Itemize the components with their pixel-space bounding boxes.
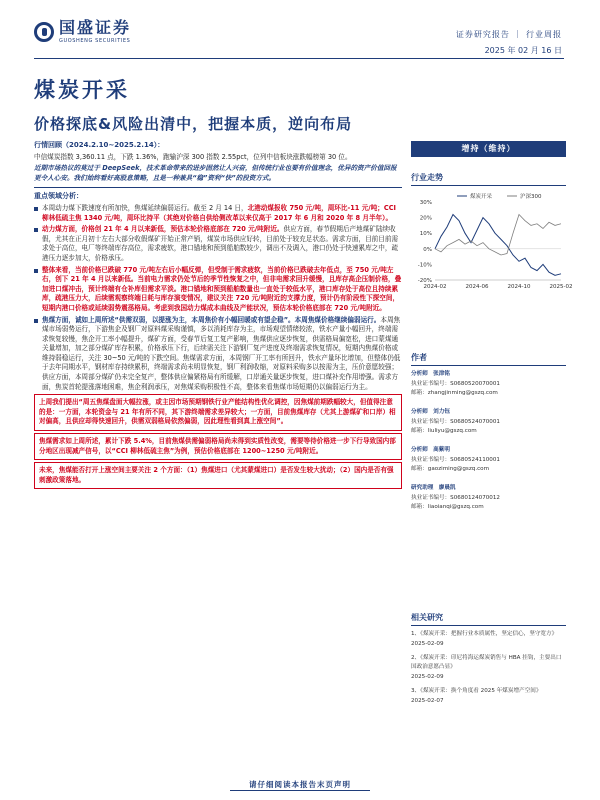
p1-highlight: 北港动煤报收 750 元/吨，周环比-11 元/吨；CCI 柳林低硫主焦 1340 元/吨，周环比持平（其绝对价格自供给侧改革以来仅高于 2017 年 6 月和 2020 年 8 月半年）。 (42, 203, 397, 222)
p4-highlight: 焦煤方面，诚如上周所述“供需双弱，以提涨为主，本周焦价有小幅回暖或有望企稳”。本周焦煤价格继续偏弱运行。 (42, 315, 381, 324)
related-item[interactable] (411, 654, 566, 683)
x-tick-label: 2024-06 (465, 284, 489, 290)
highlight-box-3 (34, 462, 402, 489)
key-areas-heading: 重点领域分析： (34, 192, 83, 201)
paragraph-coking-coal (34, 316, 402, 393)
main-content (34, 141, 402, 491)
y-tick-label: -10% (417, 262, 432, 269)
highlight-box-2 (34, 433, 402, 460)
cert-number: S0680524070001 (450, 418, 500, 425)
page-title: 煤炭开采 (34, 78, 130, 102)
p2-highlight: 动力煤方面，价格创 21 年 4 月以来新低，预估本轮价格底部在 720 元/吨附近。 (42, 225, 284, 234)
legend-label: 煤炭开采 (470, 194, 493, 200)
trend-heading: 行业走势 (411, 172, 566, 186)
related-title[interactable]: 3、《煤炭开采：换个角度看 2025 年煤炭增产空间》 (411, 687, 542, 694)
related-item[interactable] (411, 630, 566, 650)
related-date: 2025-02-07 (411, 697, 444, 704)
x-tick-label: 2025-02 (549, 284, 573, 290)
highlight-box-1 (34, 394, 402, 431)
x-tick-label: 2024-02 (423, 284, 447, 290)
p4-text: 本周焦煤市场弱势运行，下游焦企及钢厂对原料煤采购谨慎，多以消耗库存为主，市场观望情绪较浓，铁水产量小幅回升，终端需求恢复较慢，焦企开工率小幅提升，煤矿方面，受春节后复工复产影响，焦煤供应逐步恢复，供需格局偏宽松，进口蒙煤通关量增加，加之部分煤矿库存积累，价格承压下行，后续需关注下游钢厂复产进度及终端需求恢复情况，短期内焦煤价格或维持弱稳运行，关注 30~50 元/吨的下跌空间。焦煤需求方面，本周钢厂开工率有所回升，铁水产量环比增加，但整体仍低于去年同期水平，钢材库存持续累积，终端需求尚未明显恢复，钢厂利润收缩，对原料采购多以按需为主，压价意愿较强；供应方面，本周部分煤矿仍未完全复产，整体供应偏紧格局有所缓解，口岸通关量逐步恢复，进口煤补充作用增强。需求方面，焦炭首轮提涨落地困难，焦企利润承压，对焦煤采购积极性不高，整体来看焦煤市场短期仍以偏弱运行为主。 (42, 315, 401, 391)
related-title[interactable]: 2、《煤炭开采：印尼将海运煤炭销售与 HBA 挂钩，主要出口国政治意愿凸显》 (411, 654, 562, 671)
footer-underline (230, 790, 370, 791)
lead-paragraph: 近期市场热议的莫过于 DeepSeek，技术革命带来的进步固然让人兴奋，但传统行业也要有价值理念，优异的资产价值回报更令人心安。我们始终看好高股息策略，且是一种兼具“稳”资利“快”的投资方式。 (34, 164, 402, 188)
review-heading: 行情回顾（2024.2.10~2025.2.14）： (34, 141, 165, 149)
box2-text: 焦煤需求如上周所述，累计下跌 5.4%，目前焦煤供需偏弱格局尚未得到实质性改变，需要等待价格进一步下行导致国内部分地区出现减产信号，以“CCI 柳林低硫主焦”为例，预估价格底部在 1200~1250 元/吨附近。 (39, 437, 396, 455)
analyst-role: 分析师 (411, 447, 428, 453)
y-tick-label: 30% (419, 200, 432, 206)
cert-label: 执业证书编号： (411, 494, 451, 501)
analyst-card-4 (411, 484, 566, 513)
header-divider (34, 58, 564, 59)
related-date: 2025-02-09 (411, 674, 444, 681)
logo-en-text: GUOSHENG SECURITIES (59, 38, 131, 44)
y-tick-label: 0% (423, 246, 432, 253)
related-date: 2025-02-09 (411, 640, 444, 647)
email-label: 邮箱： (411, 504, 428, 511)
related-research-list (411, 630, 566, 711)
review-text: 中信煤炭指数 3,360.11 点，下跌 1.36%，跑输沪深 300 指数 2.55pct，位列中信板块涨跌幅榜第 30 位。 (34, 152, 352, 161)
paragraph-coal-summary (34, 204, 402, 223)
page-subtitle: 价格探底&风险出清中，把握本质，逆向布局 (34, 115, 353, 133)
x-tick-label: 2024-10 (507, 284, 531, 290)
related-heading: 相关研究 (411, 612, 566, 626)
analyst-email[interactable]: zhangjinming@gszq.com (427, 390, 498, 397)
analyst-email[interactable]: liaoianqi@gszq.com (427, 504, 484, 511)
industry-trend-chart (411, 192, 573, 292)
analyst-role: 分析师 (411, 409, 428, 415)
cert-number: S0680524110001 (450, 456, 500, 463)
cert-label: 执业证书编号： (411, 456, 451, 463)
rating-badge: 增持（维持） (411, 141, 566, 157)
analyst-card-2 (411, 408, 566, 437)
y-tick-label: 20% (419, 215, 432, 222)
logo (34, 20, 131, 44)
report-date: 2025 年 02 月 16 日 (484, 46, 562, 55)
logo-mark-icon (34, 22, 54, 42)
logo-text: 国盛证券 (59, 18, 132, 37)
box3-text: 未来，焦煤能否打开上涨空间主要关注 2 个方面：（1）焦煤进口（尤其蒙煤进口）是否发生较大扰动；（2）国内是否有强刺激政策落地。 (39, 466, 394, 484)
legend-label: 沪深300 (520, 194, 542, 200)
email-label: 邮箱： (411, 466, 428, 473)
analyst-card-1 (411, 370, 566, 399)
email-label: 邮箱： (411, 428, 428, 435)
p2-text: 供应方面，春节假期后产地煤矿陆续收假，尤其在正月初十左右大部分收假煤矿开始正常产销，煤炭市场供应好转，目前处于较充足状态。需求方面，目前目前需求处于高位，电厂等终端库存高位，需求疲软，港口锚地和预到船舶数较少，调出不及调入，港口仍处于快速累库之中，疏港压力逐步加大，价格承压。 (42, 225, 399, 262)
analyst-name: 廖晨凯 (438, 485, 456, 491)
analyst-name: 高紫明 (433, 447, 450, 453)
paragraph-thermal-coal (34, 225, 402, 263)
analyst-name: 张津铭 (433, 371, 450, 377)
series-line-coal (435, 215, 561, 276)
analyst-name: 刘力钰 (433, 409, 450, 415)
report-type: 证券研究报告 ｜ 行业周报 (455, 30, 562, 39)
analyst-role: 分析师 (411, 371, 428, 377)
analyst-card-3 (411, 446, 566, 475)
cert-number: S0680520070001 (450, 380, 500, 387)
related-title[interactable]: 1、《煤炭开采：把握行业本质属性，坚定信心，坚守宽方》 (411, 631, 558, 637)
authors-heading: 作者 (411, 352, 566, 366)
analyst-email[interactable]: gaoziming@gszq.com (427, 466, 490, 473)
cert-label: 执业证书编号： (411, 418, 451, 425)
p1-text: 本周动力煤下跌速度有所加快，焦煤延续偏弱运行。截至 2 月 14 日， (42, 203, 248, 212)
cert-number: S0680124070012 (450, 494, 500, 501)
cert-label: 执业证书编号： (411, 380, 451, 387)
y-tick-label: -20% (417, 278, 432, 284)
email-label: 邮箱： (411, 390, 428, 397)
related-item[interactable] (411, 687, 566, 707)
y-tick-label: 10% (419, 231, 432, 238)
p3-highlight: 整体来看，当前价格已跌破 770 元/吨左右后小幅反弹，但受制于需求疲软，当前价格已跌破去年低点，至 750 元/吨左右，创下 21 年 4 月以来新低。当前电力需求仍处节后的季节性恢复之中，但非电需求回升缓慢，且库存高企压制价格，叠加进口煤冲击，预计终端有仓补库但需求平淡。港口锚地和预到船舶数量也一直处于较低水平，港口库存处于高位且持续累库，疏港压力大，后续需观察终端日耗与库存演变情况，建议关注 720 元/吨附近的支撑力度，预计仍有阶段性下探空间，短期内港口价格或延续弱势震荡格局。考虑到我国动力煤成本曲线及产能状况，预估本轮价格底部在 720 元/吨附近。 (42, 265, 402, 312)
paragraph-thermal-outlook (34, 266, 402, 314)
analyst-email[interactable]: liuliyu@gszq.com (427, 428, 477, 435)
analyst-role: 研究助理 (411, 485, 434, 491)
footer-disclaimer: 请仔细阅读本报告末页声明 (249, 780, 351, 789)
box1-text: 上周我们提出“周五焦煤盘面大幅拉涨，或主因市场预期钢铁行业产能结构性优化调控，因焦煤前期跌幅较大，但值得注意的是：一方面，本轮资金与 21 年有所不同，其下游终端需求差异较大；一方面，目前焦煤库存（尤其上游煤矿和口岸）相对偏高，且供应却得快速回升，供需双弱格局依然偏弱，因此理性看到真上涨空间”。 (39, 398, 396, 426)
